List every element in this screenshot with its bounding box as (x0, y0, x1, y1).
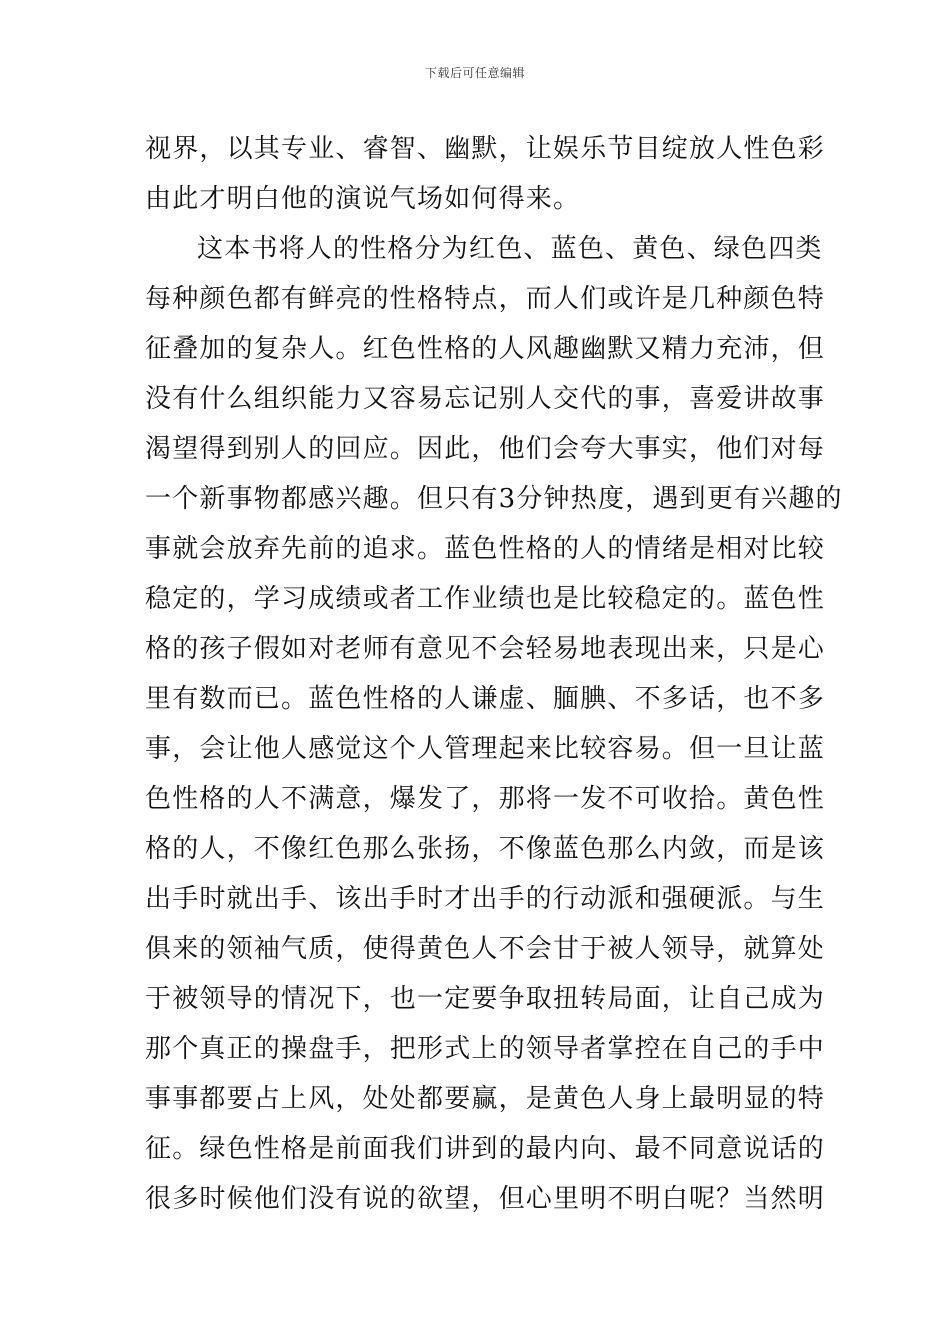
text-line: 稳定的，学习成绩或者工作业绩也是比较稳定的。蓝色性 (145, 584, 826, 614)
text-line: 事，会让他人感觉这个人管理起来比较容易。但一旦让蓝 (145, 734, 826, 764)
text-line: 那个真正的操盘手，把形式上的领导者掌控在自己的手中 (145, 1034, 826, 1064)
text-line: 俱来的领袖气质，使得黄色人不会甘于被人领导，就算处 (145, 934, 826, 964)
text-line: 格的人，不像红色那么张扬，不像蓝色那么内敛，而是该 (145, 834, 826, 864)
text-line: 事事都要占上风，处处都要赢，是黄色人身上最明显的特 (145, 1084, 826, 1114)
paragraph-start-line: 这本书将人的性格分为红色、蓝色、黄色、绿色四类 (197, 234, 823, 264)
text-line: 出手时就出手、该出手时才出手的行动派和强硬派。与生 (145, 884, 826, 914)
page-header: 下载后可任意编辑 (424, 66, 525, 80)
text-line: 很多时候他们没有说的欲望，但心里明不明白呢？当然明 (145, 1184, 826, 1214)
text-line: 征。绿色性格是前面我们讲到的最内向、最不同意说话的 (145, 1134, 826, 1164)
text-line: 渴望得到别人的回应。因此，他们会夸大事实，他们对每 (145, 434, 826, 464)
text-line: 里有数而已。蓝色性格的人谦虚、腼腆、不多话，也不多 (145, 684, 826, 714)
text-line: 一个新事物都感兴趣。但只有3分钟热度，遇到更有兴趣的 (145, 484, 843, 514)
text-line: 于被领导的情况下，也一定要争取扭转局面，让自己成为 (145, 984, 826, 1014)
text-line: 格的孩子假如对老师有意见不会轻易地表现出来，只是心 (145, 634, 826, 664)
text-line: 征叠加的复杂人。红色性格的人风趣幽默又精力充沛，但 (145, 334, 826, 364)
text-line: 每种颜色都有鲜亮的性格特点，而人们或许是几种颜色特 (145, 284, 826, 314)
text-line: 事就会放弃先前的追求。蓝色性格的人的情绪是相对比较 (145, 534, 826, 564)
text-line: 色性格的人不满意，爆发了，那将一发不可收拾。黄色性 (145, 784, 826, 814)
text-line: 由此才明白他的演说气场如何得来。 (145, 184, 581, 214)
text-line: 视界，以其专业、睿智、幽默，让娱乐节目绽放人性色彩 (145, 134, 826, 164)
body-text (145, 124, 843, 1224)
text-line: 没有什么组织能力又容易忘记别人交代的事，喜爱讲故事 (145, 384, 826, 414)
